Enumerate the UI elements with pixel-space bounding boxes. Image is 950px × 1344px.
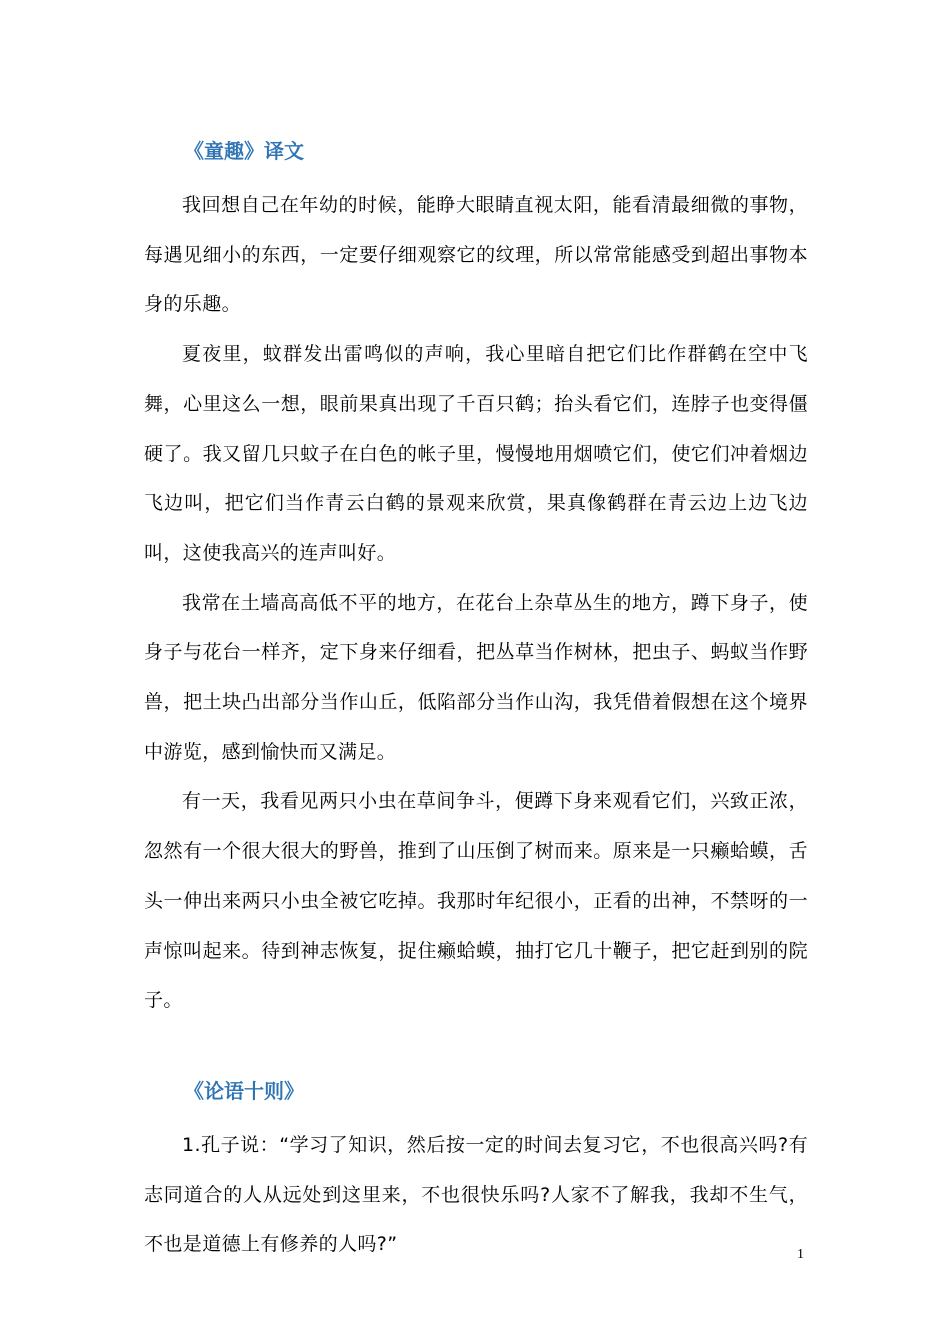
section-lunyu [144,1071,808,1270]
paragraph: 我回想自己在年幼的时候，能睁大眼睛直视太阳，能看清最细微的事物，每遇见细小的东西，一定要仔细观察它的纹理，所以常常能感受到超出事物本身的乐趣。 [144,194,808,316]
page-number: 1 [797,1247,804,1262]
paragraph: 有一天，我看见两只小虫在草间争斗，便蹲下身来观看它们，兴致正浓，忽然有一个很大很大的野兽，推到了山压倒了树而来。原来是一只癞蛤蟆，舌头一伸出来两只小虫全被它吃掉。我那时年纪很小，正看的出神，不禁呀的一声惊叫起来。待到神志恢复，捉住癞蛤蟆，抽打它几十鞭子，把它赶到别的院子。 [144,790,808,1012]
section-tongqu-translation [144,131,808,1026]
paragraph: 夏夜里，蚊群发出雷鸣似的声响，我心里暗自把它们比作群鹤在空中飞舞，心里这么一想，眼前果真出现了千百只鹤；抬头看它们，连脖子也变得僵硬了。我又留几只蚊子在白色的帐子里，慢慢地用烟喷它们，使它们冲着烟边飞边叫，把它们当作青云白鹤的景观来欣赏，果真像鹤群在青云边上边飞边叫，这使我高兴的连声叫好。 [144,343,808,564]
paragraph: 1.孔子说：“学习了知识，然后按一定的时间去复习它，不也很高兴吗?有志同道合的人从远处到这里来，不也很快乐吗?人家不了解我，我却不生气，不也是道德上有修养的人吗?” [144,1133,808,1256]
page-content [144,131,808,1270]
section-heading: 《论语十则》 [184,1078,304,1103]
section-spacer [144,1026,808,1071]
section-heading: 《童趣》译文 [184,139,304,163]
paragraph: 我常在土墙高高低不平的地方，在花台上杂草丛生的地方，蹲下身子，使身子与花台一样齐，定下身来仔细看，把丛草当作树林，把虫子、蚂蚁当作野兽，把土块凸出部分当作山丘，低陷部分当作山沟，我凭借着假想在这个境界中游览，感到愉快而又满足。 [144,591,808,763]
